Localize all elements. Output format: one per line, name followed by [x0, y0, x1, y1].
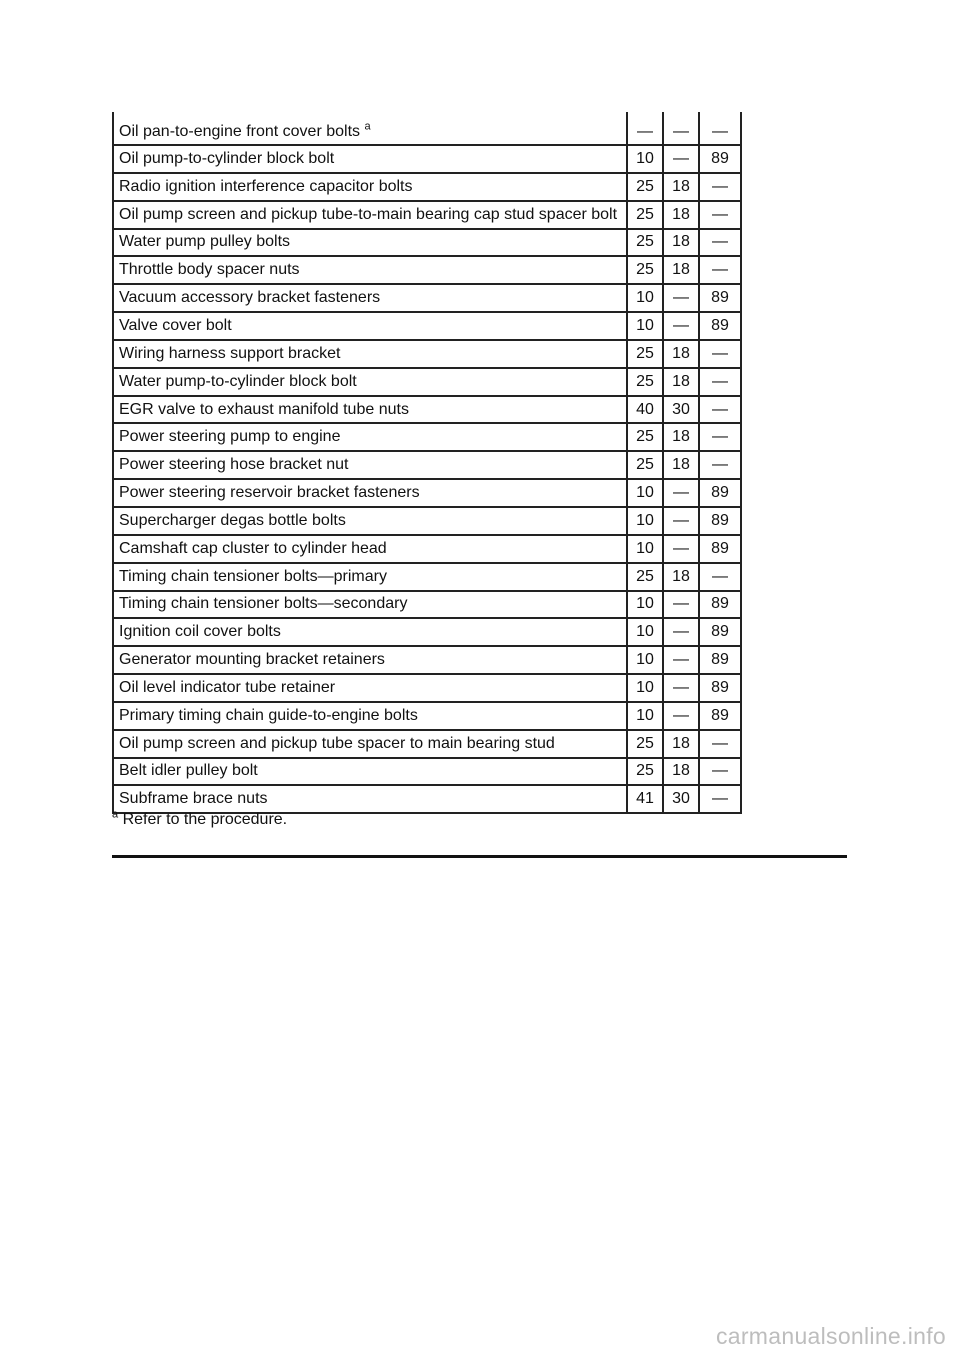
torque-nm-cell: 10 [627, 145, 663, 173]
torque-nm-cell: 25 [627, 173, 663, 201]
torque-lbft-cell: 18 [663, 423, 699, 451]
torque-lbft-cell: 18 [663, 256, 699, 284]
torque-lbin-cell: — [699, 730, 741, 758]
torque-nm-cell: 10 [627, 591, 663, 619]
fastener-description-cell [113, 451, 627, 479]
torque-lbft-cell: 18 [663, 451, 699, 479]
fastener-description: Throttle body spacer nuts [119, 261, 300, 279]
torque-nm-cell: 40 [627, 396, 663, 424]
fastener-description: Ignition coil cover bolts [119, 623, 281, 641]
fastener-description-cell [113, 535, 627, 563]
torque-lbft-cell: 18 [663, 368, 699, 396]
fastener-description-cell [113, 591, 627, 619]
torque-lbin-cell: — [699, 396, 741, 424]
torque-lbft-cell: 18 [663, 563, 699, 591]
torque-lbin-cell: 89 [699, 312, 741, 340]
table-row [113, 618, 741, 646]
torque-lbin-cell: — [699, 451, 741, 479]
fastener-description-cell [113, 618, 627, 646]
table-row [113, 340, 741, 368]
torque-lbft-cell: — [663, 312, 699, 340]
fastener-description: Oil pump screen and pickup tube spacer to main bearing stud [119, 734, 555, 752]
torque-nm-cell: 25 [627, 368, 663, 396]
torque-nm-cell: 25 [627, 758, 663, 786]
fastener-description-cell [113, 674, 627, 702]
table-row [113, 563, 741, 591]
torque-lbin-cell: 89 [699, 535, 741, 563]
fastener-description: Timing chain tensioner bolts—primary [119, 567, 387, 585]
fastener-description-cell [113, 145, 627, 173]
torque-lbin-cell: — [699, 785, 741, 813]
torque-lbin-cell: — [699, 340, 741, 368]
torque-lbin-cell: 89 [699, 145, 741, 173]
fastener-description-cell [113, 423, 627, 451]
table-row [113, 368, 741, 396]
torque-lbft-cell: — [663, 674, 699, 702]
table-footnote [112, 810, 287, 830]
fastener-description-cell [113, 730, 627, 758]
torque-nm-cell: 25 [627, 256, 663, 284]
table-row [113, 591, 741, 619]
fastener-description-cell [113, 173, 627, 201]
torque-nm-cell: 25 [627, 423, 663, 451]
table-row [113, 256, 741, 284]
torque-nm-cell: 10 [627, 702, 663, 730]
fastener-description: Water pump-to-cylinder block bolt [119, 372, 357, 390]
torque-lbft-cell: — [663, 535, 699, 563]
table-row [113, 758, 741, 786]
torque-lbin-cell: — [699, 758, 741, 786]
table-row [113, 702, 741, 730]
torque-lbft-cell: — [663, 591, 699, 619]
torque-lbin-cell: 89 [699, 646, 741, 674]
torque-lbin-cell: 89 [699, 479, 741, 507]
torque-nm-cell: 41 [627, 785, 663, 813]
fastener-description: Generator mounting bracket retainers [119, 651, 385, 669]
fastener-description-cell [113, 201, 627, 229]
torque-lbft-cell: — [663, 507, 699, 535]
fastener-description: EGR valve to exhaust manifold tube nuts [119, 400, 409, 418]
fastener-description: Power steering reservoir bracket fasteners [119, 484, 420, 502]
torque-lbft-cell: — [663, 702, 699, 730]
torque-lbft-cell: 18 [663, 173, 699, 201]
torque-lbft-cell: — [663, 646, 699, 674]
table-row [113, 423, 741, 451]
torque-lbin-cell: — [699, 229, 741, 257]
fastener-description: Valve cover bolt [119, 316, 232, 334]
fastener-description: Oil pan-to-engine front cover bolts [119, 123, 361, 140]
fastener-description: Water pump pulley bolts [119, 233, 291, 251]
torque-lbft-cell: — [663, 112, 699, 145]
table-row [113, 112, 741, 145]
table-row [113, 479, 741, 507]
table-row [113, 145, 741, 173]
torque-lbin-cell: 89 [699, 507, 741, 535]
table-row [113, 451, 741, 479]
torque-lbin-cell: — [699, 173, 741, 201]
footnote-marker: a [112, 808, 119, 821]
table-row [113, 507, 741, 535]
torque-lbft-cell: 30 [663, 396, 699, 424]
torque-lbft-cell: 30 [663, 785, 699, 813]
fastener-description: Oil pump-to-cylinder block bolt [119, 149, 335, 167]
torque-specification-table [112, 112, 742, 814]
torque-lbft-cell: 18 [663, 340, 699, 368]
table-row [113, 535, 741, 563]
fastener-description: Camshaft cap cluster to cylinder head [119, 539, 387, 557]
torque-lbin-cell: 89 [699, 702, 741, 730]
torque-nm-cell: 10 [627, 535, 663, 563]
fastener-description-cell [113, 702, 627, 730]
torque-lbft-cell: — [663, 618, 699, 646]
torque-lbin-cell: — [699, 368, 741, 396]
fastener-description: Wiring harness support bracket [119, 344, 341, 362]
torque-nm-cell: — [627, 112, 663, 145]
torque-nm-cell: 25 [627, 563, 663, 591]
torque-lbft-cell: — [663, 479, 699, 507]
torque-nm-cell: 10 [627, 312, 663, 340]
torque-lbin-cell: — [699, 201, 741, 229]
fastener-description: Power steering pump to engine [119, 428, 341, 446]
torque-nm-cell: 25 [627, 340, 663, 368]
fastener-description-cell [113, 229, 627, 257]
fastener-description-cell [113, 284, 627, 312]
table-row [113, 284, 741, 312]
table-row [113, 201, 741, 229]
torque-nm-cell: 10 [627, 646, 663, 674]
torque-lbft-cell: 18 [663, 758, 699, 786]
table-row [113, 396, 741, 424]
fastener-description: Supercharger degas bottle bolts [119, 511, 346, 529]
fastener-description: Oil pump screen and pickup tube-to-main bearing cap stud spacer bolt [119, 205, 618, 223]
torque-lbin-cell: 89 [699, 618, 741, 646]
fastener-description-cell [113, 563, 627, 591]
table-row [113, 674, 741, 702]
torque-nm-cell: 10 [627, 618, 663, 646]
torque-lbin-cell: — [699, 563, 741, 591]
fastener-description-cell [113, 256, 627, 284]
table-row [113, 312, 741, 340]
fastener-description: Subframe brace nuts [119, 790, 268, 808]
torque-lbft-cell: — [663, 284, 699, 312]
fastener-description-cell [113, 368, 627, 396]
fastener-description: Primary timing chain guide-to-engine bolts [119, 706, 418, 724]
table-row [113, 646, 741, 674]
fastener-description-cell [113, 312, 627, 340]
footnote-reference: a [364, 120, 371, 133]
table-row [113, 173, 741, 201]
fastener-description-cell [113, 340, 627, 368]
torque-lbft-cell: 18 [663, 229, 699, 257]
fastener-description: Vacuum accessory bracket fasteners [119, 289, 381, 307]
torque-nm-cell: 25 [627, 451, 663, 479]
table-row [113, 229, 741, 257]
footnote-text: Refer to the procedure. [118, 811, 288, 828]
torque-lbft-cell: 18 [663, 201, 699, 229]
torque-nm-cell: 25 [627, 730, 663, 758]
site-watermark: carmanualsonline.info [715, 1323, 946, 1349]
torque-lbin-cell: — [699, 423, 741, 451]
fastener-description: Belt idler pulley bolt [119, 762, 258, 780]
fastener-description-cell [113, 112, 627, 145]
torque-lbin-cell: — [699, 256, 741, 284]
fastener-description-cell [113, 646, 627, 674]
torque-lbin-cell: — [699, 112, 741, 145]
fastener-description: Radio ignition interference capacitor bolts [119, 177, 413, 195]
torque-lbft-cell: — [663, 145, 699, 173]
torque-nm-cell: 10 [627, 507, 663, 535]
fastener-description: Timing chain tensioner bolts—secondary [119, 595, 408, 613]
fastener-description: Oil level indicator tube retainer [119, 678, 336, 696]
torque-table-body [113, 112, 741, 813]
torque-lbft-cell: 18 [663, 730, 699, 758]
fastener-description: Power steering hose bracket nut [119, 456, 349, 474]
torque-lbin-cell: 89 [699, 674, 741, 702]
table-row [113, 730, 741, 758]
torque-nm-cell: 10 [627, 284, 663, 312]
torque-nm-cell: 10 [627, 479, 663, 507]
fastener-description-cell [113, 507, 627, 535]
torque-lbin-cell: 89 [699, 284, 741, 312]
section-divider-rule [112, 855, 847, 858]
fastener-description-cell [113, 396, 627, 424]
torque-nm-cell: 25 [627, 229, 663, 257]
torque-nm-cell: 25 [627, 201, 663, 229]
torque-nm-cell: 10 [627, 674, 663, 702]
fastener-description-cell [113, 479, 627, 507]
torque-lbin-cell: 89 [699, 591, 741, 619]
fastener-description-cell [113, 758, 627, 786]
